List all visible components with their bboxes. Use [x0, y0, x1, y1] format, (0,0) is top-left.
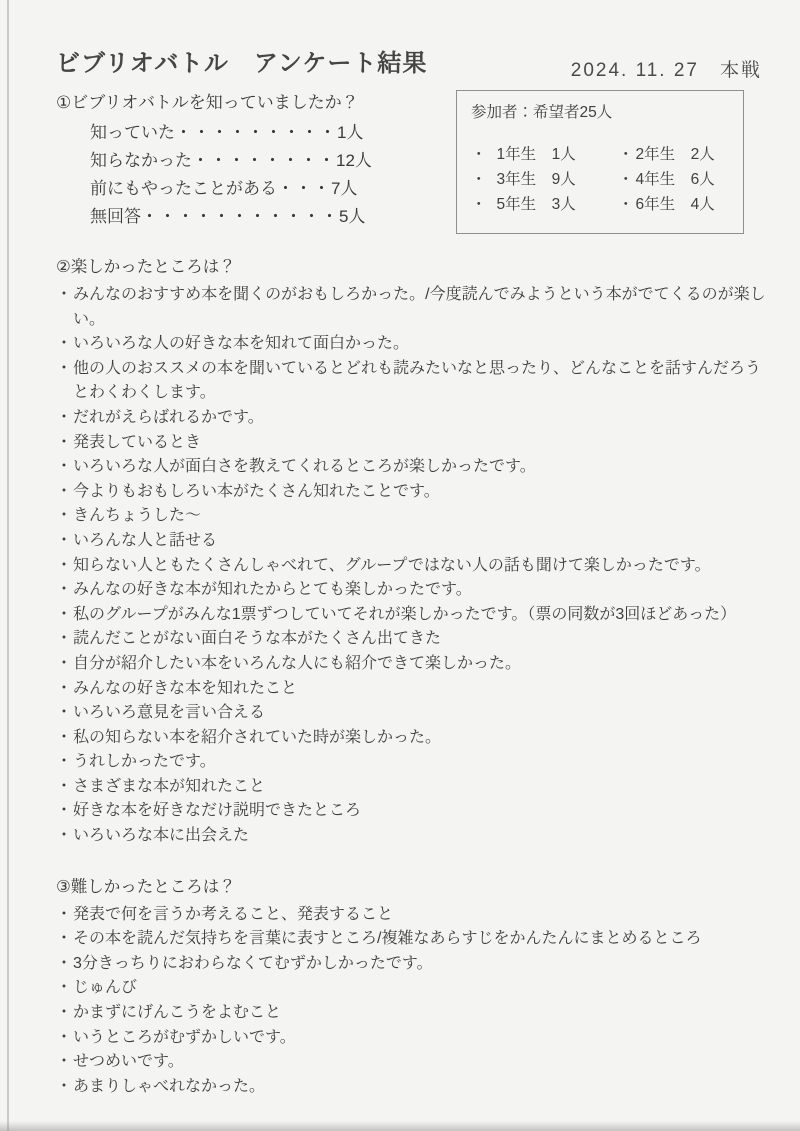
document-header [56, 48, 766, 82]
q1-answer-row [90, 203, 372, 231]
bullet-marker: ・ [56, 507, 73, 525]
bullet-marker: ・ [618, 146, 634, 163]
q2-item-text: だれがえらばれるかです。 [73, 408, 264, 426]
q2-item-text: 読んだことがない面白そうな本がたくさん出てきた [73, 630, 442, 648]
q3-item [56, 903, 766, 928]
q2-item [56, 504, 766, 529]
bullet-marker: ・ [56, 286, 73, 303]
bullet-marker: ・ [56, 802, 73, 820]
grade-count-cell [471, 142, 618, 167]
q3-item-text: その本を読んだ気持ちを言葉に表すところ/複雑なあらすじをかんたんにまとめるところ [73, 930, 702, 948]
grade-count-cell [471, 192, 618, 217]
q2-item [56, 332, 766, 357]
q2-item-text: いろんな人と話せる [73, 531, 218, 549]
scan-edge-left [7, 0, 9, 1131]
q3-item-text: かまずにげんこうをよむこと [73, 1004, 282, 1022]
q3-item-text: せつめいです。 [73, 1053, 184, 1071]
bullet-marker: ・ [56, 433, 73, 451]
q2-item [56, 603, 766, 628]
question-1-block [56, 90, 372, 231]
participants-row [471, 142, 731, 167]
q3-item-text: 3分きっちりにおわらなくてむずかしかったです。 [73, 954, 433, 972]
grade-count-cell [618, 192, 715, 217]
bullet-marker: ・ [56, 753, 73, 771]
q1-answer-row [90, 147, 372, 175]
q2-item [56, 431, 766, 456]
question-2-section [56, 255, 766, 849]
bullet-marker: ・ [56, 630, 73, 648]
q2-item [56, 406, 766, 431]
q1-answer-row [90, 119, 372, 147]
grade-count: 2年生 2人 [635, 146, 715, 163]
participants-row [471, 192, 731, 217]
q2-item [56, 775, 766, 800]
answer-value: 12人 [336, 151, 372, 170]
bullet-marker: ・ [56, 654, 73, 672]
q2-item-text: さまざまな本が知れたこと [73, 777, 266, 795]
question-2-heading: ②楽しかったところは？ [56, 258, 236, 276]
grade-count-cell [471, 167, 618, 192]
q2-item [56, 480, 766, 505]
participants-title: 参加者：希望者25人 [471, 104, 613, 121]
q2-item-text: みんなの好きな本を知れたこと [73, 679, 298, 697]
grade-count: 5年生 3人 [496, 196, 576, 213]
bullet-marker: ・ [56, 408, 73, 426]
dot-leader: ・・・・・・・・・・・ [141, 207, 339, 226]
grade-count: 6年生 4人 [635, 196, 715, 213]
q2-item [56, 726, 766, 751]
q3-item [56, 976, 766, 1001]
bullet-marker: ・ [618, 171, 634, 188]
dot-leader: ・・・ [277, 179, 331, 198]
q2-item [56, 627, 766, 652]
top-row [56, 90, 766, 234]
grade-count: 1年生 1人 [496, 146, 576, 163]
q2-item [56, 701, 766, 726]
q2-item-text: いろいろな人の好きな本を知れて面白かった。 [73, 335, 410, 353]
q2-item-text: 発表しているとき [73, 433, 202, 451]
bullet-marker: ・ [56, 531, 73, 549]
q3-item-text: じゅんび [73, 979, 138, 997]
grade-count: 4年生 6人 [635, 171, 715, 188]
answer-label: 知らなかった [90, 151, 192, 170]
answer-label: 前にもやったことがある [90, 179, 277, 198]
q2-item-text: きんちょうした～ [73, 507, 202, 525]
q2-item [56, 554, 766, 579]
bullet-marker: ・ [56, 1077, 73, 1095]
bullet-marker: ・ [471, 146, 487, 163]
bullet-marker: ・ [56, 1053, 73, 1071]
q3-item [56, 952, 766, 977]
dot-leader: ・・・・・・・・ [192, 151, 336, 170]
question-1-heading: ①ビブリオバトルを知っていましたか？ [56, 93, 359, 112]
q2-item-text: みんなの好きな本が知れたからとても楽しかったです。 [73, 581, 472, 599]
q2-item-text: いろいろな人が面白さを教えてくれるところが楽しかったです。 [73, 458, 536, 476]
grade-count-cell [618, 167, 715, 192]
q3-item-text: いうところがむずかしいです。 [73, 1028, 296, 1046]
answer-value: 5人 [339, 207, 366, 226]
q2-item-text: いろいろ意見を言い合える [73, 704, 266, 722]
bullet-marker: ・ [56, 335, 73, 353]
answer-value: 7人 [331, 179, 358, 198]
participants-row [471, 167, 731, 192]
bullet-marker: ・ [56, 905, 73, 923]
q2-item-text: 私のグループがみんな1票ずつしていてそれが楽しかったです。（票の同数が3回ほどあった） [73, 605, 737, 623]
q2-item-text: みんなのおすすめ本を聞くのがおもしろかった。/今度読んでみようという本がでてくるのが楽しい。 [73, 286, 766, 328]
answer-value: 1人 [337, 123, 364, 142]
q3-item [56, 1001, 766, 1026]
q2-item [56, 652, 766, 677]
bullet-marker: ・ [56, 954, 73, 972]
bullet-marker: ・ [56, 458, 73, 476]
q2-item-text: 自分が紹介したい本をいろんな人にも紹介できて楽しかった。 [73, 654, 522, 672]
q1-answer-row [90, 175, 372, 203]
q2-item-text: 今よりもおもしろい本がたくさん知れたことです。 [73, 482, 440, 500]
q2-item-text: うれしかったです。 [73, 753, 216, 771]
bullet-marker: ・ [471, 171, 487, 188]
bullet-marker: ・ [56, 777, 73, 795]
bullet-marker: ・ [56, 728, 73, 746]
page-title: ビブリオバトル アンケート結果 [56, 50, 428, 77]
dot-leader: ・・・・・・・・・ [175, 123, 337, 142]
q3-item-text: 発表で何を言うか考えること、発表すること [73, 905, 394, 923]
q2-item [56, 824, 766, 849]
q2-item [56, 578, 766, 603]
bullet-marker: ・ [56, 979, 73, 997]
grade-count-cell [618, 142, 715, 167]
q2-item [56, 750, 766, 775]
bullet-marker: ・ [56, 605, 73, 623]
bullet-marker: ・ [56, 930, 73, 948]
bullet-marker: ・ [56, 581, 73, 599]
bullet-marker: ・ [56, 1004, 73, 1022]
answer-label: 知っていた [90, 123, 175, 142]
q2-item-text: 好きな本を好きなだけ説明できたところ [73, 802, 362, 820]
q2-item-text: 他の人のおススメの本を聞いているとどれも読みたいなと思ったり、どんなことを話すんだろうとわくわくします。 [73, 359, 762, 402]
q2-item [56, 677, 766, 702]
bullet-marker: ・ [56, 359, 73, 377]
answer-label: 無回答 [90, 207, 141, 226]
grade-count: 3年生 9人 [496, 171, 576, 188]
question-1-answers [90, 119, 372, 231]
scan-edge-bottom [0, 1121, 800, 1131]
q2-item [56, 283, 766, 332]
q2-item [56, 799, 766, 824]
bullet-marker: ・ [471, 196, 487, 213]
q3-item [56, 1050, 766, 1075]
question-3-heading: ③難しかったところは？ [56, 877, 236, 896]
bullet-marker: ・ [56, 482, 73, 500]
bullet-marker: ・ [56, 679, 73, 697]
bullet-marker: ・ [56, 1028, 73, 1046]
q3-item [56, 1075, 766, 1100]
q3-item [56, 1026, 766, 1051]
bullet-marker: ・ [56, 556, 73, 574]
bullet-marker: ・ [56, 827, 73, 845]
q2-item-text: 私の知らない本を紹介されていた時が楽しかった。 [73, 728, 442, 746]
document-date: 2024. 11. 27 本戦 [570, 60, 762, 81]
q2-item [56, 455, 766, 480]
bullet-marker: ・ [618, 196, 634, 213]
q2-item-text: 知らない人ともたくさんしゃべれて、グループではない人の話も聞けて楽しかったです。 [73, 556, 711, 574]
q2-item-text: いろいろな本に出会えた [73, 827, 250, 845]
q2-item [56, 357, 766, 406]
q3-item [56, 927, 766, 952]
question-3-section [56, 875, 766, 1100]
participants-box [456, 90, 744, 234]
bullet-marker: ・ [56, 704, 73, 722]
q3-item-text: あまりしゃべれなかった。 [73, 1077, 266, 1095]
q2-item [56, 529, 766, 554]
